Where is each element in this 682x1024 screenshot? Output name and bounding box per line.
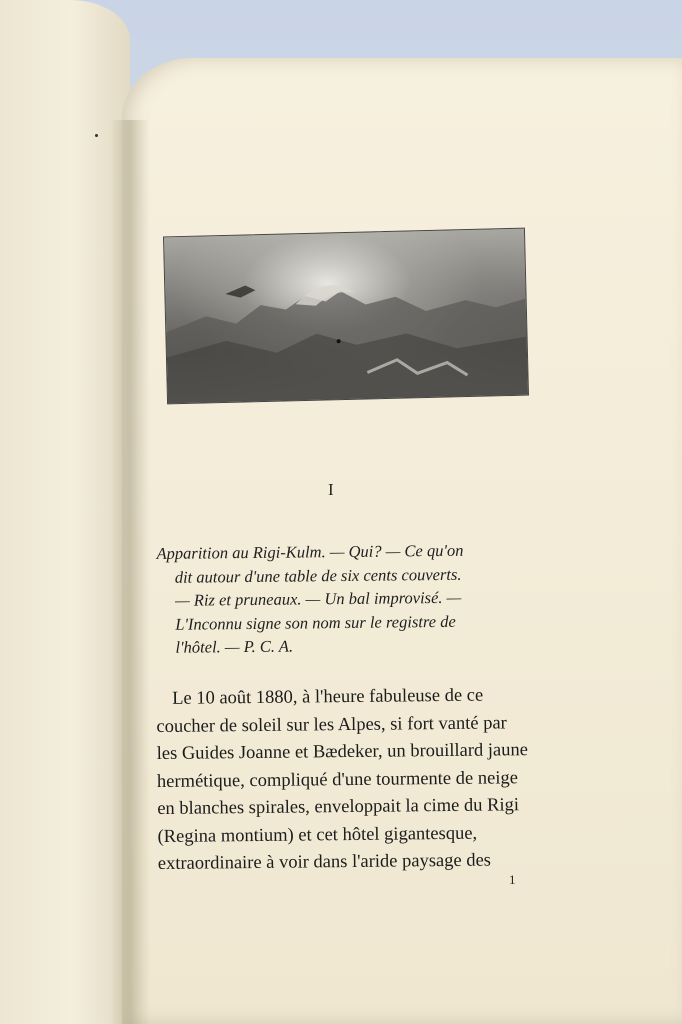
summary-line: Apparition au Rigi-Kulm. — Qui? — Ce qu'on <box>156 540 464 563</box>
body-line: Le 10 août 1880, à l'heure fabuleuse de ce <box>172 685 484 709</box>
summary-line: — Riz et pruneaux. — Un bal improvisé. — <box>174 587 462 610</box>
ink-speck <box>95 134 98 137</box>
body-line: extraordinaire à voir dans l'aride paysage des <box>157 850 492 875</box>
mountain-engraving-illustration <box>163 228 529 405</box>
body-line: en blanches spirales, enveloppait la cime du Rigi <box>157 795 520 820</box>
summary-line: L'Inconnu signe son nom sur le registre de <box>175 611 456 634</box>
summary-line: dit autour d'une table de six cents couverts. <box>174 564 462 587</box>
page-number: 1 <box>509 872 516 887</box>
body-line: les Guides Joanne et Bædeker, un brouillard jaune <box>156 740 529 765</box>
chapter-number: I <box>328 480 334 499</box>
body-paragraph <box>156 682 548 879</box>
body-line: hermétique, compliqué d'une tourmente de neige <box>156 767 518 792</box>
book-gutter <box>110 120 150 1024</box>
chapter-summary <box>156 538 532 659</box>
body-line: (Regina montium) et cet hôtel gigantesque, <box>157 823 478 847</box>
body-line: coucher de soleil sur les Alpes, si fort vanté par <box>156 712 507 737</box>
summary-line: l'hôtel. — P. C. A. <box>175 636 294 657</box>
